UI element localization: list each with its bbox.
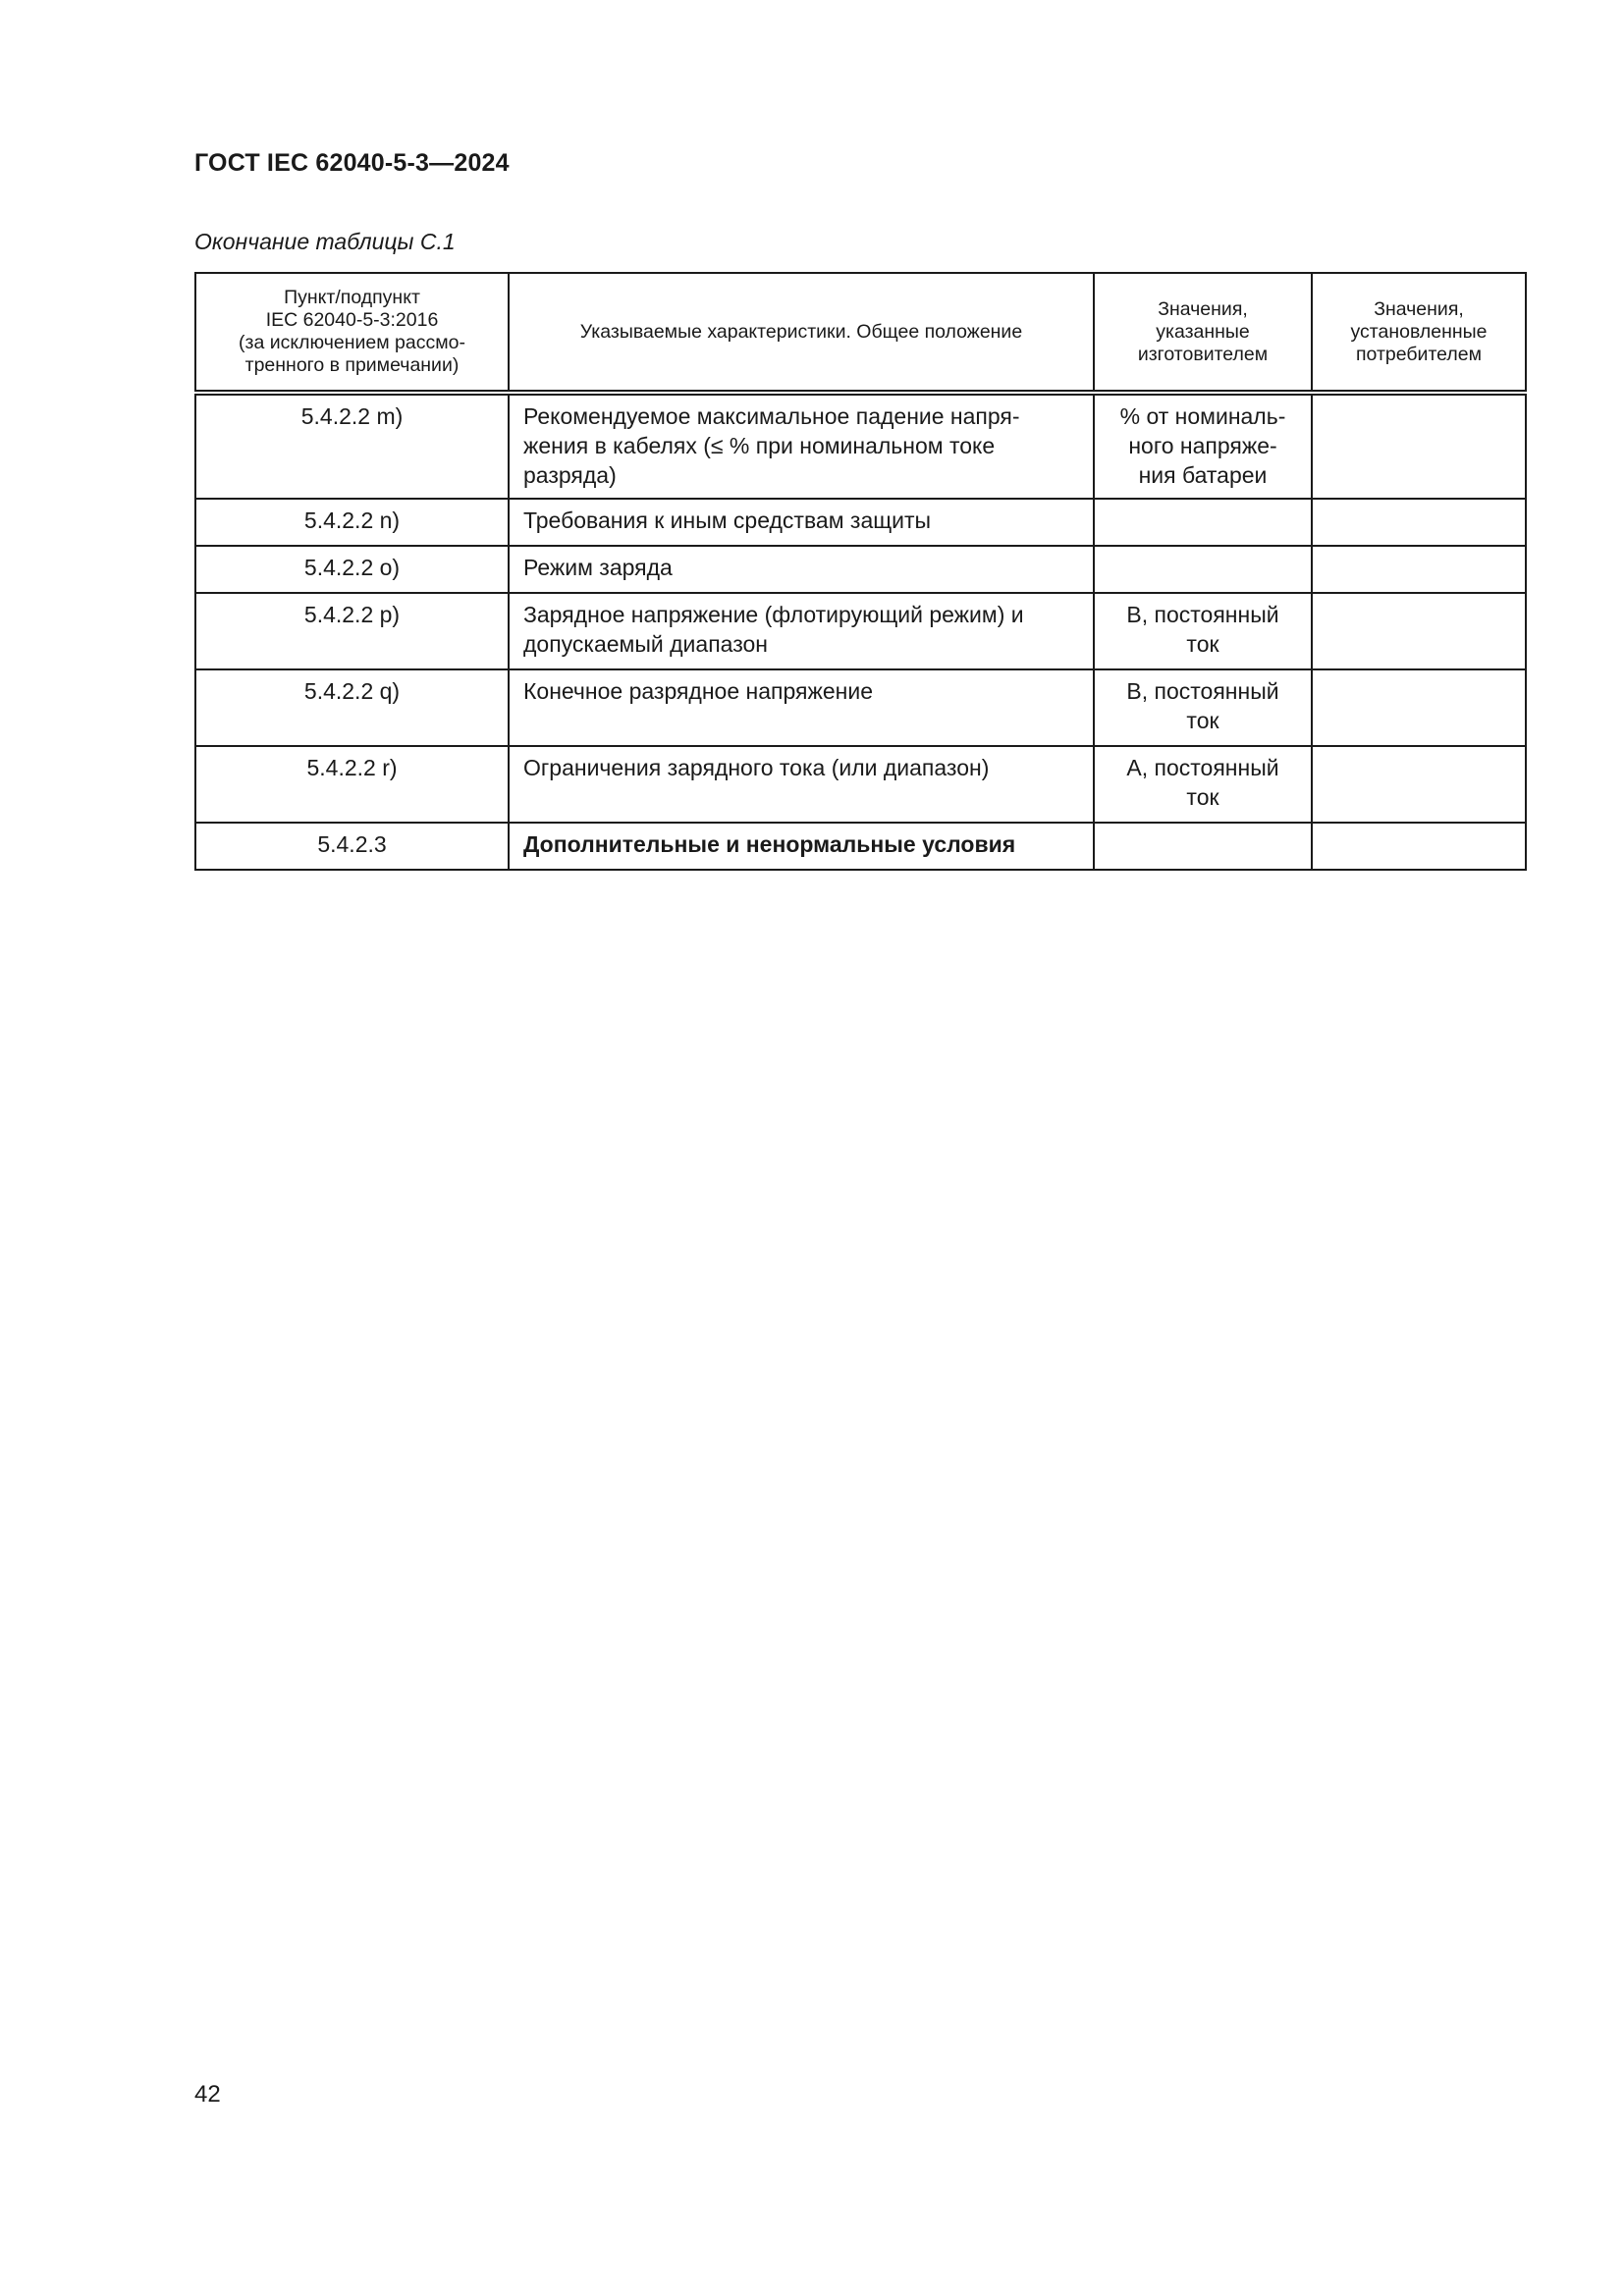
description-line: допускаемый диапазон (523, 631, 768, 657)
consumer-value-text (1313, 547, 1525, 559)
header-clause-line: (за исключением рассмо- (239, 332, 465, 353)
table-header-row (195, 273, 1526, 393)
description-cell (509, 393, 1094, 499)
description-text: Режим заряда (523, 555, 673, 580)
page-number: 42 (194, 2081, 221, 2108)
manufacturer-value-line: В, постоянный (1126, 602, 1279, 627)
clause-text: 5.4.2.2 p) (303, 602, 401, 627)
clause-cell (195, 823, 509, 870)
manufacturer-value-line: В, постоянный (1126, 678, 1279, 704)
consumer-value-text (1313, 670, 1525, 682)
manufacturer-value-line: А, постоянный (1126, 755, 1279, 780)
clause-cell (195, 669, 509, 746)
description-cell (509, 593, 1094, 669)
description-line: разряда) (523, 462, 617, 488)
consumer-value-text (1313, 396, 1525, 407)
header-characteristics-label: Указываемые характеристики. Общее положение (579, 320, 1023, 343)
consumer-value-cell (1312, 823, 1526, 870)
clause-cell (195, 393, 509, 499)
description-cell (509, 746, 1094, 823)
header-manufacturer-line: указанные (1156, 320, 1250, 343)
manufacturer-value-cell (1094, 393, 1312, 499)
description-cell (509, 546, 1094, 593)
consumer-value-text (1313, 500, 1525, 511)
header-consumer-line: Значения, (1374, 297, 1464, 320)
clause-text: 5.4.2.2 m) (300, 403, 404, 429)
header-consumer-line: установленные (1350, 320, 1488, 343)
description-cell (509, 499, 1094, 546)
table-row (195, 593, 1526, 669)
clause-text: 5.4.2.3 (317, 831, 387, 857)
header-manufacturer-values (1094, 273, 1312, 393)
manufacturer-value-text (1095, 547, 1311, 559)
manufacturer-value-line: ток (1186, 631, 1219, 657)
table-row (195, 546, 1526, 593)
clause-text: 5.4.2.2 o) (303, 555, 401, 580)
consumer-value-cell (1312, 669, 1526, 746)
clause-cell (195, 746, 509, 823)
header-clause-line: IEC 62040-5-3:2016 (265, 309, 439, 331)
consumer-value-text (1313, 594, 1525, 606)
clause-cell (195, 499, 509, 546)
consumer-value-cell (1312, 546, 1526, 593)
manufacturer-value-cell (1094, 593, 1312, 669)
consumer-value-cell (1312, 393, 1526, 499)
description-cell (509, 823, 1094, 870)
section-heading-text: Дополнительные и ненормальные условия (523, 831, 1016, 857)
description-text: Конечное разрядное напряжение (523, 678, 873, 704)
manufacturer-value-text (1095, 824, 1311, 835)
consumer-value-cell (1312, 499, 1526, 546)
manufacturer-value-line: ток (1186, 784, 1219, 810)
manufacturer-value-cell (1094, 499, 1312, 546)
manufacturer-value-text (1095, 500, 1311, 511)
manufacturer-value-cell (1094, 746, 1312, 823)
header-manufacturer-line: изготовителем (1137, 343, 1269, 365)
header-clause-line: тренного в примечании) (244, 354, 460, 376)
header-consumer-values (1312, 273, 1526, 393)
description-text: Ограничения зарядного тока (или диапазон) (523, 755, 990, 780)
manufacturer-value-cell (1094, 823, 1312, 870)
table-row (195, 393, 1526, 499)
description-text: Требования к иным средствам защиты (523, 507, 932, 533)
manufacturer-value-cell (1094, 669, 1312, 746)
header-consumer-line: потребителем (1356, 343, 1482, 365)
clause-text: 5.4.2.2 q) (303, 678, 401, 704)
description-line: Зарядное напряжение (флотирующий режим) и (523, 602, 1024, 627)
description-cell (509, 669, 1094, 746)
table-row (195, 499, 1526, 546)
description-line: жения в кабелях (≤ % при номинальном токе (523, 433, 996, 458)
clause-cell (195, 593, 509, 669)
table-row (195, 823, 1526, 870)
description-line: Рекомендуемое максимальное падение напря- (523, 403, 1020, 429)
manufacturer-value-cell (1094, 546, 1312, 593)
manufacturer-value-line: ния батареи (1138, 462, 1268, 488)
specification-table (194, 272, 1527, 871)
consumer-value-cell (1312, 593, 1526, 669)
clause-text: 5.4.2.2 n) (303, 507, 401, 533)
manufacturer-value-line: % от номиналь- (1119, 403, 1286, 429)
consumer-value-text (1313, 747, 1525, 759)
clause-cell (195, 546, 509, 593)
header-characteristics (509, 273, 1094, 393)
manufacturer-value-line: ного напряже- (1128, 433, 1277, 458)
document-code-header: ГОСТ IEC 62040-5-3—2024 (194, 149, 510, 177)
header-manufacturer-line: Значения, (1158, 297, 1248, 320)
consumer-value-text (1313, 824, 1525, 835)
table-caption: Окончание таблицы С.1 (194, 229, 456, 254)
clause-text: 5.4.2.2 r) (306, 755, 398, 780)
header-clause-line: Пункт/подпункт (284, 287, 420, 308)
manufacturer-value-line: ток (1186, 708, 1219, 733)
consumer-value-cell (1312, 746, 1526, 823)
header-clause (195, 273, 509, 393)
table-row (195, 746, 1526, 823)
table-row (195, 669, 1526, 746)
